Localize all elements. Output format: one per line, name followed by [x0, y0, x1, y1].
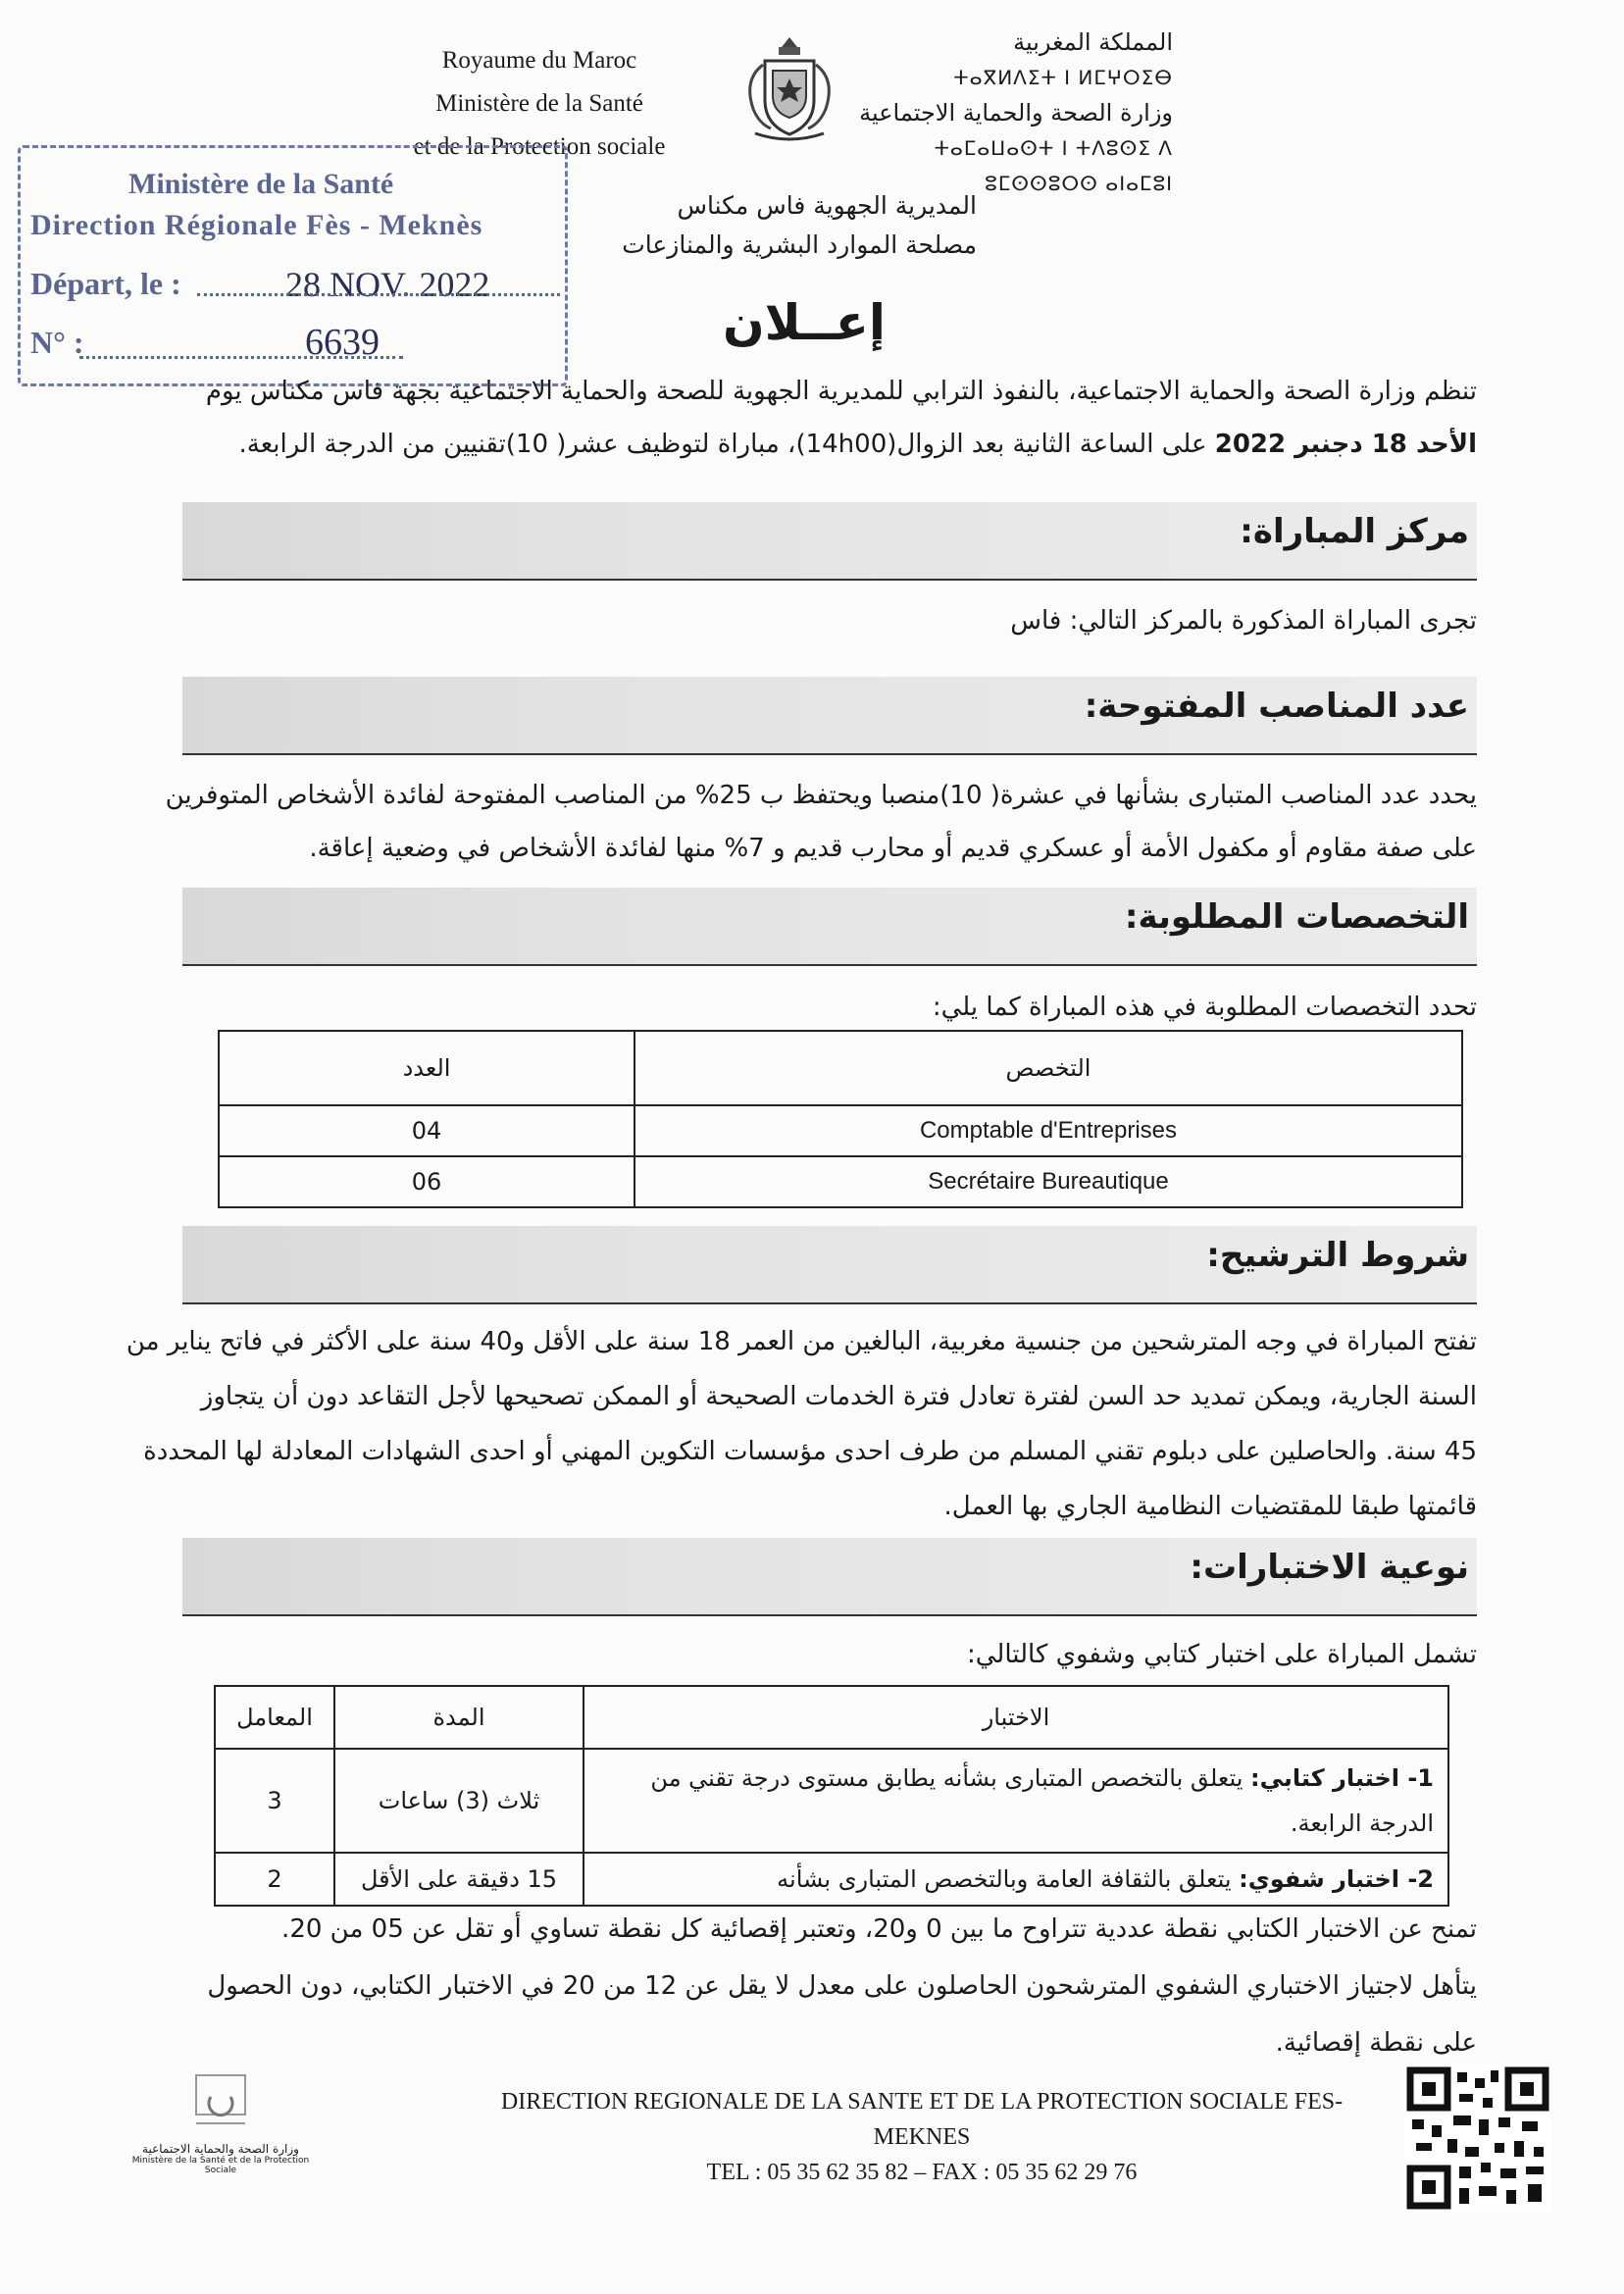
posts-paragraph — [124, 769, 1477, 875]
specialties-table — [218, 1030, 1463, 1208]
test-label: 1- اختبار كتابي: — [1250, 1764, 1434, 1792]
stamp-line-1: Ministère de la Santé — [128, 168, 394, 200]
header-ar-line-1: المملكة المغربية — [1013, 28, 1173, 56]
intro-paragraph — [124, 365, 1477, 471]
conditions-line-2: السنة الجارية، ويمكن تمديد حد السن لفترة تعادل فترة الخدمات الصحيحة أو الممكن تصحيحها لأجل التقاعد دون أن يتجاوز — [200, 1382, 1477, 1411]
section-title-posts: عدد المناصب المفتوحة: — [1084, 687, 1469, 726]
table-header-count: العدد — [219, 1031, 634, 1105]
specialty-count: 04 — [219, 1105, 634, 1156]
header-fr-line-2: Ministère de la Santé — [435, 90, 643, 117]
header-tifinagh-line-1: ⵜⴰⴳⵍⴷⵉⵜ ⵏ ⵍⵎⵖⵔⵉⴱ — [953, 66, 1173, 89]
section-header-tests — [182, 1538, 1477, 1616]
table-row — [215, 1749, 1448, 1853]
grading-line-1: تمنح عن الاختبار الكتابي نقطة عددية تتراوح ما بين 0 و20، وتعتبر إقصائية كل نقطة تساوي أو تقل عن 05 من 20. — [281, 1914, 1477, 1944]
posts-line-2: على صفة مقاوم أو مكفول الأمة أو عسكري قديم أو محارب قديم و 7% منها لفائدة الأشخاص في وضعية إعاقة. — [309, 834, 1477, 863]
table-header-duration: المدة — [334, 1686, 584, 1749]
grading-line-3: على نقطة إقصائية. — [1275, 2028, 1477, 2058]
header-arabic — [820, 25, 1173, 201]
stamp-dotted-line — [79, 356, 403, 359]
test-coefficient: 2 — [215, 1853, 334, 1906]
footer-contact — [481, 2084, 1363, 2190]
section-title-tests: نوعية الاختبارات: — [1190, 1548, 1469, 1587]
qr-code-icon — [1404, 2065, 1551, 2212]
conditions-line-3: 45 سنة. والحاصلين على دبلوم تقني المسلم من طرف احدى مؤسسات التكوين المهني أو احدى الشهادات المعادلة لها المحددة — [143, 1437, 1477, 1466]
header-fr-line-1: Royaume du Maroc — [441, 47, 637, 74]
regional-direction — [565, 186, 977, 265]
tests-text: تشمل المباراة على اختبار كتابي وشفوي كالتالي: — [966, 1640, 1477, 1669]
test-duration: ثلاث (3) ساعات — [334, 1749, 584, 1853]
conditions-paragraph — [124, 1314, 1477, 1534]
section-header-posts — [182, 677, 1477, 755]
grading-line-2: يتأهل لاجتياز الاختباري الشفوي المترشحون الحاصلون على معدل لا يقل عن 12 من 20 في الاختبار الكتابي، دون الحصول — [207, 1971, 1477, 2001]
specialty-name: Comptable d'Entreprises — [634, 1105, 1462, 1156]
direction-line-2: مصلحة الموارد البشرية والمنازعات — [622, 230, 977, 259]
section-header-conditions — [182, 1226, 1477, 1304]
footer-line-2: TEL : 05 35 62 35 82 – FAX : 05 35 62 29 76 — [706, 2160, 1138, 2185]
intro-line-1: تنظم وزارة الصحة والحماية الاجتماعية، بالنفوذ الترابي للمديرية الجهوية للصحة والحماية الاجتماعية بجهة فاس مكناس يوم — [205, 377, 1477, 406]
grading-paragraph — [124, 1901, 1477, 2071]
specialties-text: تحدد التخصصات المطلوبة في هذه المباراة كما يلي: — [932, 993, 1477, 1022]
table-row — [219, 1156, 1462, 1207]
intro-line-2 — [124, 418, 1477, 471]
ministry-logo-icon — [167, 2069, 275, 2138]
test-desc: يتعلق بالثقافة العامة وبالتخصص المتبارى بشأنه — [777, 1865, 1240, 1893]
conditions-line-1: تفتح المباراة في وجه المترشحين من جنسية مغربية، البالغين من العمر 18 سنة على الأقل و40 سنة على الأكثر في فاتح يناير من — [126, 1327, 1477, 1356]
test-duration: 15 دقيقة على الأقل — [334, 1853, 584, 1906]
header-ar-line-2: وزارة الصحة والحماية الاجتماعية — [859, 99, 1173, 127]
logo-french-text: Ministère de la Santé et de la Protection Sociale — [131, 2156, 310, 2175]
logo-arabic-text: وزارة الصحة والحماية الاجتماعية — [142, 2142, 299, 2156]
specialty-name: Secrétaire Bureautique — [634, 1156, 1462, 1207]
page-title: إعــلان — [722, 294, 887, 351]
table-row — [215, 1853, 1448, 1906]
test-coefficient: 3 — [215, 1749, 334, 1853]
stamp-number-label: N° : — [30, 325, 84, 360]
center-text: تجرى المباراة المذكورة بالمركز التالي: فاس — [1010, 606, 1477, 636]
table-header-test: الاختبار — [584, 1686, 1448, 1749]
stamp-line-2: Direction Régionale Fès - Meknès — [30, 209, 483, 241]
ministry-logo — [118, 2069, 324, 2217]
direction-line-1: المديرية الجهوية فاس مكناس — [677, 191, 977, 220]
test-description — [584, 1853, 1448, 1906]
conditions-line-4: قائمتها طبقا للمقتضيات النظامية الجاري بها العمل. — [943, 1492, 1477, 1521]
section-header-specialties — [182, 888, 1477, 966]
section-title-center: مركز المباراة: — [1240, 512, 1469, 551]
table-header-coefficient: المعامل — [215, 1686, 334, 1749]
header-fr-line-3: et de la Protection sociale — [413, 133, 666, 160]
section-title-conditions: شروط الترشيح: — [1206, 1236, 1469, 1275]
header-tifinagh-line-2: ⵜⴰⵎⴰⵡⴰⵙⵜ ⵏ ⵜⴷⵓⵙⵉ ⴷ ⵓⵎⵙⵙⵓⵔⵙ ⴰⵏⴰⵎⵓⵏ — [934, 136, 1173, 195]
test-label: 2- اختبار شفوي: — [1239, 1865, 1434, 1893]
tests-table — [214, 1685, 1449, 1907]
stamp-depart-date: 28 NOV. 2022 — [285, 265, 490, 304]
table-header-specialty: التخصص — [634, 1031, 1462, 1105]
table-header-row — [219, 1031, 1462, 1105]
stamp-dotted-line — [197, 293, 560, 296]
test-description — [584, 1749, 1448, 1853]
intro-line-2-rest: على الساعة الثانية بعد الزوال(14h00)، مباراة لتوظيف عشر( 10)تقنيين من الدرجة الرابعة. — [238, 430, 1215, 459]
table-row — [219, 1105, 1462, 1156]
stamp-number-value: 6639 — [305, 322, 380, 363]
specialty-count: 06 — [219, 1156, 634, 1207]
intro-date: الأحد 18 دجنبر 2022 — [1214, 430, 1477, 459]
test-desc: يتعلق بالتخصص المتبارى بشأنه يطابق مستوى درجة تقني من الدرجة الرابعة. — [650, 1764, 1434, 1837]
table-header-row — [215, 1686, 1448, 1749]
section-header-center — [182, 502, 1477, 581]
footer-line-1: DIRECTION REGIONALE DE LA SANTE ET DE LA PROTECTION SOCIALE FES- MEKNES — [500, 2089, 1344, 2150]
posts-line-1: يحدد عدد المناصب المتبارى بشأنها في عشرة( 10)منصبا ويحتفظ ب 25% من المناصب المفتوحة لفائدة الأشخاص المتوفرين — [165, 781, 1477, 810]
departure-stamp — [18, 145, 568, 386]
section-title-specialties: التخصصات المطلوبة: — [1124, 897, 1469, 937]
stamp-depart-label: Départ, le : — [30, 266, 181, 301]
